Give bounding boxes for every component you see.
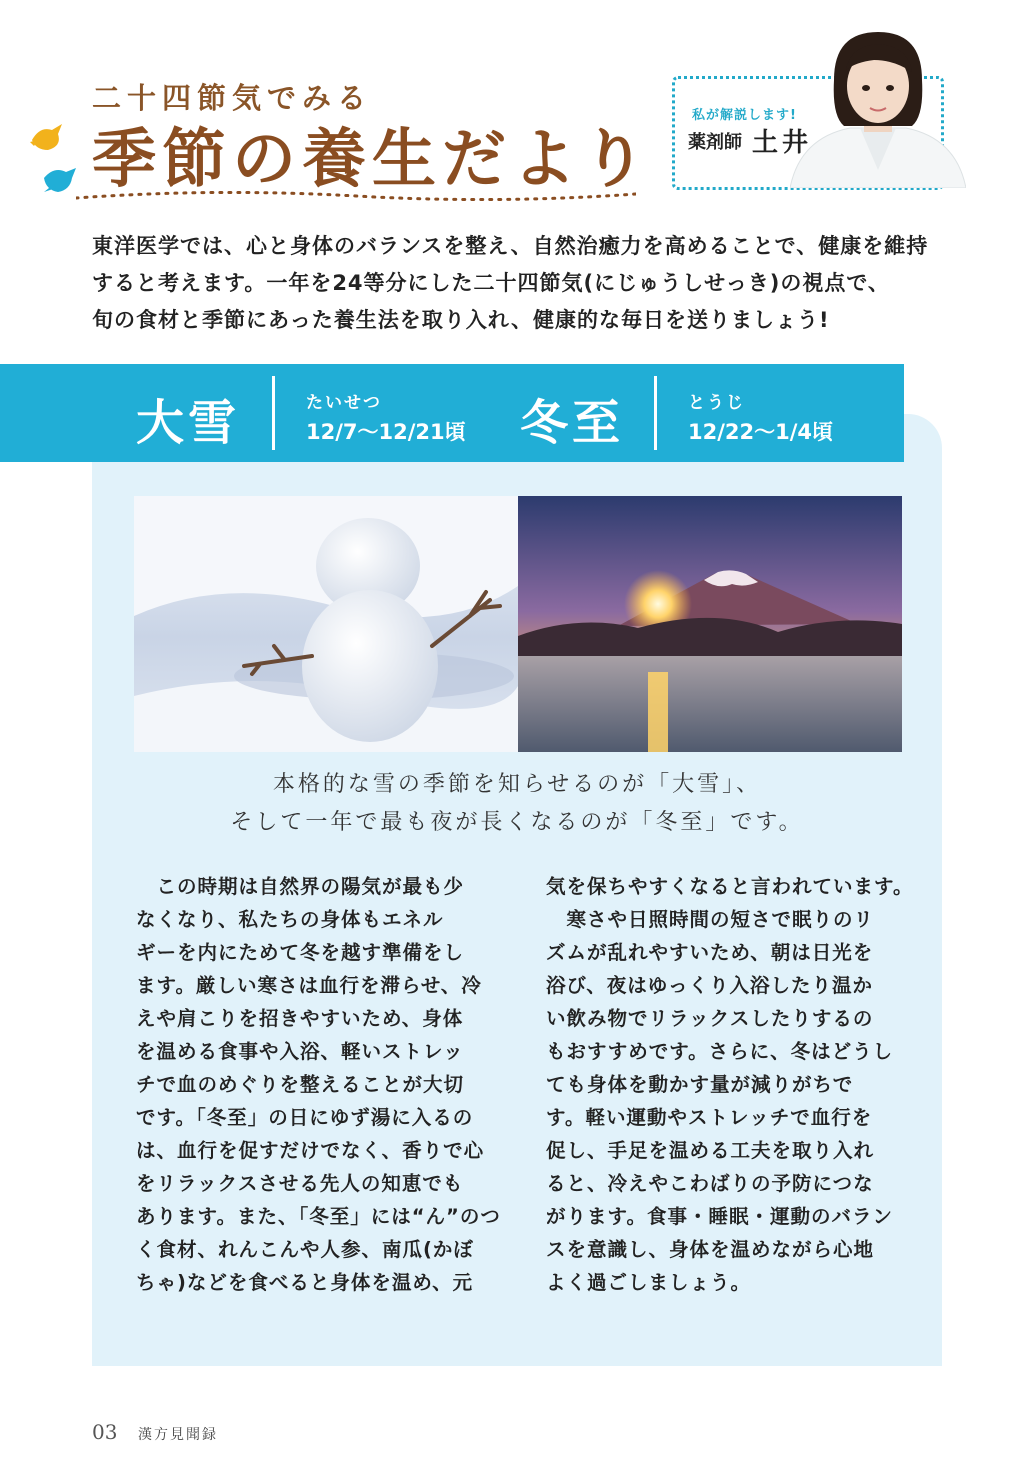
body-line: は、血行を促すだけでなく、香りで心 [136,1139,485,1162]
term2-dates: 12/22〜1/4頃 [688,420,834,444]
body-column-right [546,870,916,1299]
term2-name: 冬至 [520,395,625,451]
body-line: をリラックスさせる先人の知恵でも [136,1172,464,1195]
body-line: この時期は自然界の陽気が最も少 [136,875,465,898]
body-line: ギーを内にためて冬を越す準備をし [136,941,465,964]
pharmacist-name: 土井 [752,128,813,158]
intro-line: すると考えます。一年を24等分にした二十四節気(にじゅうしせっき)の視点で、 [92,271,890,295]
body-line: 気を保ちやすくなると言われています。 [546,875,914,898]
caption-line: そして一年で最も夜が長くなるのが「冬至」です。 [230,810,804,835]
body-line: です。「冬至」の日にゆず湯に入るの [136,1106,474,1129]
photo-caption [92,766,942,842]
blue-bird-icon [40,162,80,198]
body-line: なくなり、私たちの身体もエネル [136,908,444,931]
body-line: ると、冷えやこわばりの予防につな [546,1172,874,1195]
body-line: ます。厳しい寒さは血行を滞らせ、冷 [136,974,482,997]
term2-reading: とうじ [688,393,745,413]
intro-text [92,228,952,339]
body-line: く食材、れんこんや人参、南瓜(かぼ [136,1238,474,1261]
pharmacist-portrait [790,20,966,188]
body-line: スを意識し、身体を温めながら心地 [546,1238,875,1261]
intro-line: 旬の食材と季節にあった養生法を取り入れ、健康的な毎日を送りましょう! [92,308,830,332]
banner-divider [272,376,275,450]
caption-line: 本格的な雪の季節を知らせるのが「大雪」、 [272,772,762,797]
term1-name: 大雪 [136,395,241,451]
body-line: 寒さや日照時間の短さで眠りのリ [546,908,875,931]
body-line: い飲み物でリラックスしたりするの [546,1007,874,1030]
pharmacist-role: 薬剤師 [688,132,742,153]
intro-line: 東洋医学では、心と身体のバランスを整え、自然治癒力を高めることで、健康を維持 [92,234,929,258]
pharmacist-intro: 私が解説します! [692,108,797,123]
body-line: よく過ごしましょう。 [546,1271,752,1294]
snowman-photo [134,496,518,752]
term1-dates: 12/7〜12/21頃 [306,420,466,444]
body-line: ズムが乱れやすいため、朝は日光を [546,941,874,964]
page-number: 03 [92,1420,118,1444]
body-line: チで血のめぐりを整えることが大切 [136,1073,465,1096]
body-line: を温める食事や入浴、軽いストレッ [136,1040,464,1063]
mount-fuji-sunrise-photo [518,496,902,752]
magazine-name: 漢方見聞録 [138,1427,218,1443]
body-line: えや肩こりを招きやすいため、身体 [136,1007,464,1030]
body-line: ても身体を動かす量が減りがちで [546,1073,854,1096]
body-line: がります。食事・睡眠・運動のバラン [546,1205,893,1228]
body-line: 促し、手足を温める工夫を取り入れ [546,1139,875,1162]
decorative-dotted-line [76,188,636,202]
banner-divider [654,376,657,450]
body-line: す。軽い運動やストレッチで血行を [546,1106,873,1129]
body-column-left [136,870,506,1299]
body-line: もおすすめです。さらに、冬はどうし [546,1040,894,1063]
page-title: 季節の養生だより [92,122,652,197]
yellow-bird-icon [28,120,68,156]
term1-reading: たいせつ [306,393,382,413]
body-line: 浴び、夜はゆっくり入浴したり温か [546,974,874,997]
body-line: ちゃ)などを食べると身体を温め、元 [136,1271,474,1294]
header-subtitle: 二十四節気でみる [92,81,373,115]
body-line: あります。また、「冬至」には“ん”のつ [136,1205,501,1228]
